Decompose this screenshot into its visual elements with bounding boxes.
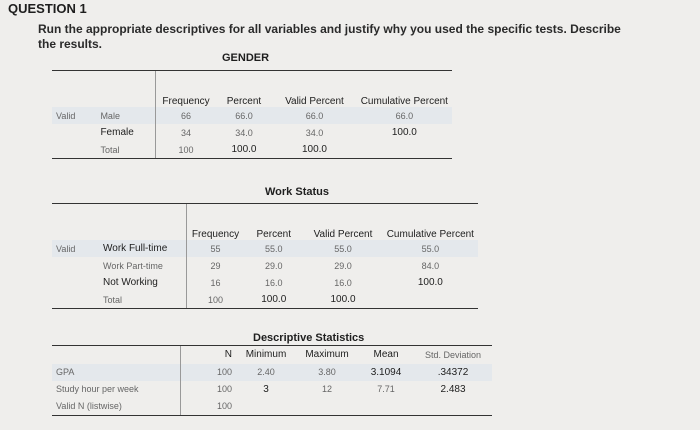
cell-frequency: 100 [186, 291, 244, 309]
cell-percent: 55.0 [264, 243, 283, 254]
cell-minimum: 3 [263, 383, 269, 395]
cell-percent: 66.0 [235, 110, 253, 121]
cell-cumulative: 84.0 [421, 260, 440, 271]
cell-valid-percent: 100.0 [303, 291, 382, 309]
row-label: Work Part-time [103, 260, 163, 271]
descriptives-table-title: Descriptive Statistics [253, 332, 365, 344]
desc-col-n: N [180, 346, 236, 364]
work-col-frequency: Frequency [186, 204, 244, 241]
table-row [52, 398, 492, 416]
table-row [52, 257, 478, 274]
cell-cumulative: 100.0 [417, 277, 443, 288]
cell-cumulative: 66.0 [395, 110, 414, 121]
table-row [52, 291, 478, 309]
table-row [52, 364, 492, 381]
row-label: Work Full-time [103, 243, 168, 254]
cell-std-deviation: 2.483 [440, 383, 466, 395]
cell-percent: 16.0 [264, 277, 283, 288]
cell-frequency: 66 [156, 107, 216, 124]
row-label: Valid N (listwise) [52, 398, 180, 416]
cell-frequency: 55 [186, 240, 244, 257]
row-label: Not Working [103, 277, 158, 288]
work-status-table [52, 203, 478, 309]
cell-valid-percent: 55.0 [334, 243, 352, 254]
descriptives-header-row [52, 346, 492, 364]
question-heading: QUESTION 1 [8, 1, 87, 16]
cell-cumulative: 100.0 [391, 127, 417, 138]
cell-valid-percent: 34.0 [305, 127, 324, 138]
gender-col-cumulative: Cumulative Percent [357, 71, 452, 108]
cell-mean [358, 398, 414, 416]
cell-cumulative [383, 291, 478, 309]
cell-cumulative: 55.0 [421, 243, 440, 254]
table-row [52, 124, 452, 141]
cell-maximum: 12 [321, 384, 332, 394]
table-row [52, 107, 452, 124]
row-label: Total [96, 141, 155, 159]
desc-col-minimum: Minimum [236, 346, 296, 364]
cell-minimum [236, 398, 296, 416]
cell-mean: 7.71 [377, 384, 395, 394]
desc-col-maximum: Maximum [296, 346, 358, 364]
gender-header-row [52, 71, 452, 108]
cell-mean: 3.1094 [370, 366, 402, 378]
table-row [52, 274, 478, 291]
cell-frequency: 29 [186, 257, 244, 274]
work-status-table-title: Work Status [265, 186, 329, 198]
cell-n: 100 [180, 398, 236, 416]
cell-percent: 34.0 [235, 127, 253, 138]
gender-table [52, 70, 452, 159]
cell-percent: 100.0 [244, 291, 303, 309]
table-row [52, 381, 492, 398]
table-row [52, 240, 478, 257]
descriptives-table [52, 345, 492, 416]
work-status-header-row [52, 204, 478, 241]
cell-valid-percent: 100.0 [272, 141, 356, 159]
row-label: Female [100, 127, 134, 138]
desc-col-mean: Mean [358, 346, 414, 364]
gender-col-frequency: Frequency [156, 71, 216, 108]
cell-percent: 29.0 [264, 260, 283, 271]
row-group-label: Valid [56, 243, 76, 254]
cell-n: 100 [180, 364, 236, 381]
cell-frequency: 100 [156, 141, 216, 159]
cell-n: 100 [180, 381, 236, 398]
cell-valid-percent: 29.0 [334, 260, 352, 271]
desc-col-std-deviation: Std. Deviation [414, 346, 492, 364]
row-label: Male [100, 110, 120, 121]
cell-percent: 100.0 [216, 141, 273, 159]
question-text: Run the appropriate descriptives for all variables and justify why you used the specific tests. Describe the results. [38, 22, 621, 51]
row-label: GPA [56, 367, 75, 377]
cell-frequency: 34 [156, 124, 216, 141]
cell-maximum: 3.80 [318, 367, 336, 377]
row-group-label: Valid [56, 110, 76, 121]
gender-table-title: GENDER [222, 52, 270, 64]
cell-std-deviation [414, 398, 492, 416]
work-col-valid-percent: Valid Percent [303, 204, 382, 241]
cell-cumulative [357, 141, 452, 159]
gender-col-valid-percent: Valid Percent [272, 71, 356, 108]
cell-valid-percent: 16.0 [334, 277, 352, 288]
cell-std-deviation: .34372 [437, 366, 469, 378]
row-label: Study hour per week [56, 384, 139, 394]
table-row [52, 141, 452, 159]
gender-col-percent: Percent [216, 71, 273, 108]
work-col-cumulative: Cumulative Percent [383, 204, 478, 241]
work-col-percent: Percent [244, 204, 303, 241]
cell-maximum [296, 398, 358, 416]
cell-frequency: 16 [186, 274, 244, 291]
cell-minimum: 2.40 [257, 367, 275, 377]
cell-valid-percent: 66.0 [305, 110, 324, 121]
row-label: Total [99, 291, 186, 309]
